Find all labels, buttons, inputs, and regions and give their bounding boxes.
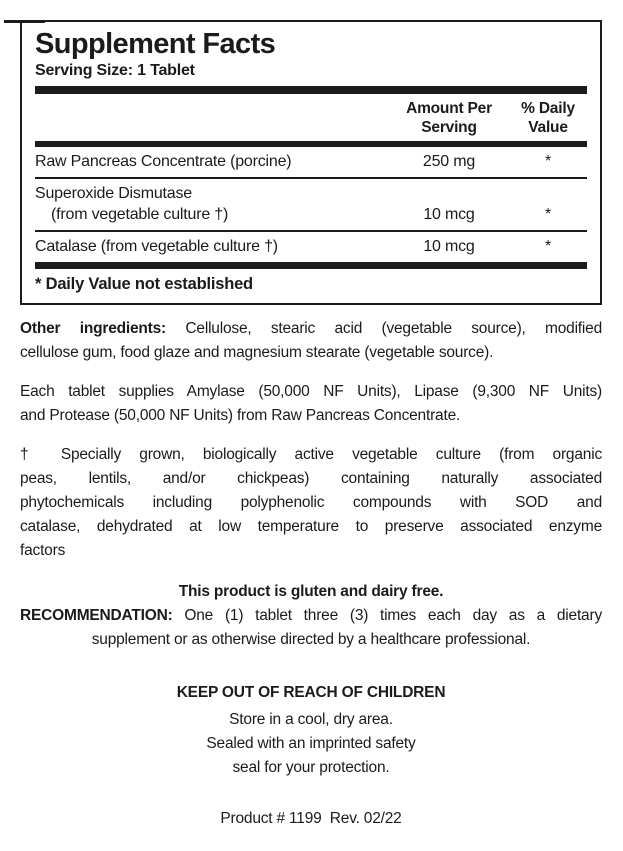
storage-line3: seal for your protection. bbox=[232, 759, 390, 776]
ingredient-amount: 250 mg bbox=[422, 153, 476, 170]
ingredient-name-line1: Superoxide Dismutase bbox=[35, 185, 192, 202]
panel-title: Supplement Facts bbox=[35, 28, 276, 60]
enzyme-supply-line2: and Protease (50,000 NF Units) from Raw Pancreas Concentrate. bbox=[20, 407, 461, 424]
table-row-catalase bbox=[35, 232, 587, 262]
ingredient-daily-value: * bbox=[544, 238, 552, 255]
gluten-dairy-free-statement: This product is gluten and dairy free. bbox=[178, 583, 444, 600]
recommendation-text: One (1) tablet three (3) times each day as a dietary bbox=[172, 607, 602, 624]
ingredient-amount: 10 mcg bbox=[423, 206, 475, 223]
header-percent-daily-value bbox=[509, 99, 587, 137]
dagger-line4: catalase, dehydrated at low temperature to preserve associated enzyme bbox=[20, 518, 602, 535]
divider-heavy-bottom bbox=[35, 262, 587, 269]
recommendation-paragraph bbox=[20, 580, 602, 652]
header-spacer bbox=[35, 99, 389, 137]
header-amount-per-serving bbox=[389, 99, 509, 137]
recommendation-line2: supplement or as otherwise directed by a healthcare professional. bbox=[91, 631, 531, 648]
other-ingredients-label: Other ingredients: bbox=[20, 320, 167, 337]
ingredient-name bbox=[35, 236, 389, 257]
supplement-label bbox=[0, 20, 623, 831]
table-row-raw-pancreas bbox=[35, 147, 587, 179]
header-dv-line1: % Daily bbox=[521, 100, 575, 117]
divider-heavy-top bbox=[35, 86, 587, 94]
other-ingredients-line1 bbox=[20, 317, 602, 341]
header-amount-line1: Amount Per bbox=[406, 100, 492, 117]
dagger-line5: factors bbox=[20, 542, 66, 559]
ingredient-amount: 10 mcg bbox=[423, 238, 475, 255]
ingredient-name-line2: (from vegetable culture †) bbox=[51, 206, 229, 223]
dagger-line2: peas, lentils, and/or chickpeas) containing naturally associated bbox=[20, 470, 602, 487]
serving-size: Serving Size: 1 Tablet bbox=[35, 62, 195, 79]
ingredient-name bbox=[35, 151, 389, 172]
enzyme-supply-line1: Each tablet supplies Amylase (50,000 NF Units), Lipase (9,300 NF Units) bbox=[20, 383, 602, 400]
dagger-line1: † Specially grown, biologically active vegetable culture (from organic bbox=[20, 446, 602, 463]
supplement-facts-panel bbox=[20, 20, 602, 305]
other-ingredients-line2: cellulose gum, food glaze and magnesium stearate (vegetable source). bbox=[20, 344, 494, 361]
other-ingredients-paragraph bbox=[20, 317, 602, 365]
other-ingredients-text: Cellulose, stearic acid (vegetable source), modified bbox=[166, 320, 603, 337]
product-number-revision: Product # 1199 Rev. 02/22 bbox=[220, 810, 402, 827]
scan-artifact-mark bbox=[4, 20, 45, 23]
recommendation-label: RECOMMENDATION: bbox=[20, 607, 173, 624]
recommendation-line1 bbox=[20, 604, 602, 628]
enzyme-supply-paragraph bbox=[20, 380, 602, 428]
header-amount-line2: Serving bbox=[421, 119, 477, 136]
header-dv-line2: Value bbox=[528, 119, 568, 136]
ingredient-daily-value: * bbox=[544, 206, 552, 223]
ingredient-name-line1: Catalase (from vegetable culture †) bbox=[35, 238, 278, 255]
storage-line1: Store in a cool, dry area. bbox=[229, 711, 393, 728]
ingredient-daily-value: * bbox=[544, 153, 552, 170]
daily-value-footnote: * Daily Value not established bbox=[35, 275, 253, 293]
ingredient-name bbox=[35, 183, 389, 225]
warning-storage-block bbox=[20, 681, 602, 780]
table-header-row bbox=[35, 99, 587, 137]
keep-out-of-reach-warning: KEEP OUT OF REACH OF CHILDREN bbox=[176, 684, 446, 701]
table-row-superoxide-dismutase bbox=[35, 179, 587, 232]
dagger-line3: phytochemicals including polyphenolic compounds with SOD and bbox=[20, 494, 602, 511]
dagger-footnote-paragraph bbox=[20, 443, 602, 563]
ingredient-name-line1: Raw Pancreas Concentrate (porcine) bbox=[35, 153, 292, 170]
storage-line2: Sealed with an imprinted safety bbox=[206, 735, 416, 752]
